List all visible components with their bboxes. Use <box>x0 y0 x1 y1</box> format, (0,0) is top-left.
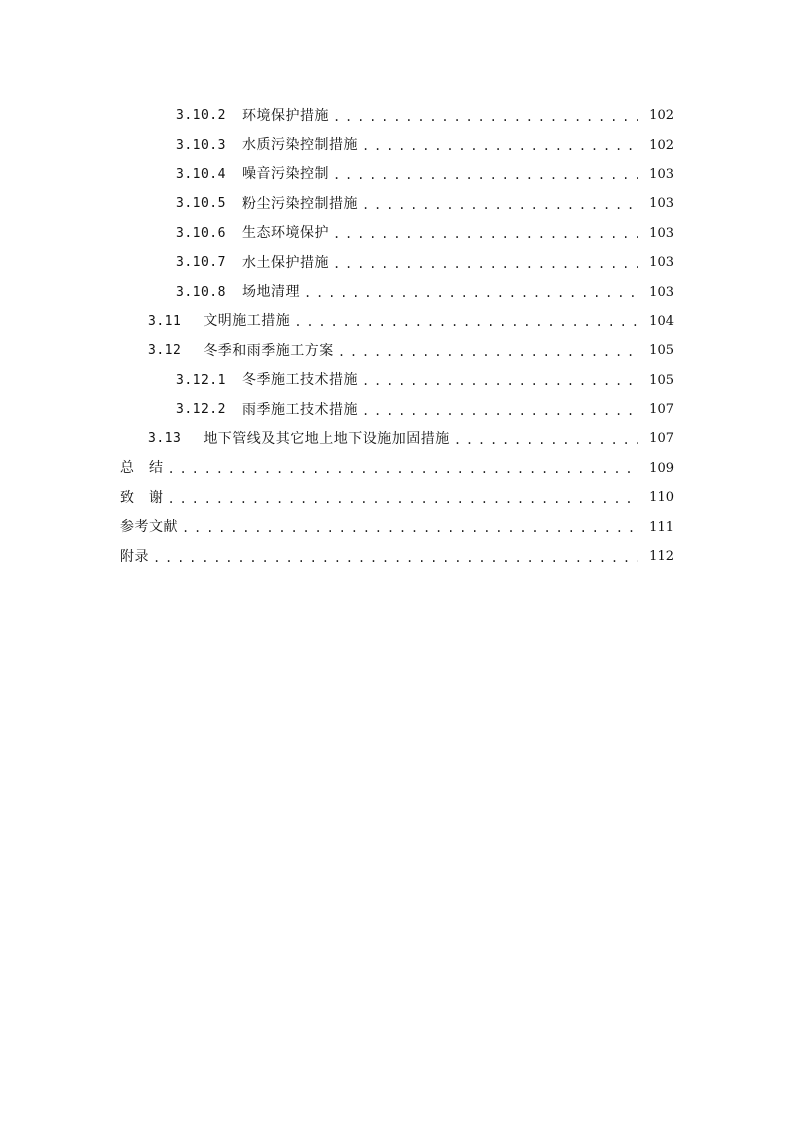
toc-dot-leader <box>362 140 638 152</box>
toc-entry-number: 3.11 <box>148 313 182 329</box>
toc-entry-page: 104 <box>649 313 674 329</box>
toc-entry-page: 105 <box>649 343 674 359</box>
toc-entry-title: 附录 <box>120 548 149 565</box>
toc-dot-leader <box>168 463 639 475</box>
toc-entry-number: 3.10.8 <box>176 284 226 300</box>
toc-entry-title: 噪音污染控制 <box>241 166 329 183</box>
toc-dot-leader <box>153 552 638 564</box>
table-of-contents <box>0 101 793 571</box>
toc-entry-page: 105 <box>649 372 674 388</box>
toc-entry-number: 3.10.5 <box>176 196 226 212</box>
toc-entry-title: 地下管线及其它地上地下设施加固措施 <box>203 430 450 447</box>
toc-entry[interactable] <box>0 542 793 571</box>
toc-dot-leader <box>294 316 638 328</box>
toc-entry-page: 103 <box>649 225 674 241</box>
toc-entry-page: 103 <box>649 284 674 300</box>
toc-entry[interactable] <box>0 160 793 189</box>
toc-dot-leader <box>362 375 638 387</box>
toc-entry[interactable] <box>0 454 793 483</box>
toc-entry-title: 冬季和雨季施工方案 <box>203 342 334 359</box>
toc-entry-page: 111 <box>649 519 674 535</box>
toc-dot-leader <box>182 522 638 534</box>
toc-entry[interactable] <box>0 101 793 130</box>
toc-entry-title: 总 结 <box>120 460 164 477</box>
toc-entry[interactable] <box>0 512 793 541</box>
toc-dot-leader <box>333 228 638 240</box>
toc-entry-title: 生态环境保护 <box>241 225 329 242</box>
toc-entry-page: 103 <box>649 196 674 212</box>
toc-dot-leader <box>333 258 638 270</box>
toc-entry-title: 雨季施工技术措施 <box>241 401 358 418</box>
toc-entry[interactable] <box>0 366 793 395</box>
toc-entry-page: 102 <box>649 108 674 124</box>
toc-dot-leader <box>362 199 638 211</box>
toc-entry[interactable] <box>0 307 793 336</box>
toc-entry[interactable] <box>0 483 793 512</box>
toc-dot-leader <box>333 111 638 123</box>
toc-entry-page: 109 <box>649 460 674 476</box>
toc-entry-page: 103 <box>649 255 674 271</box>
toc-entry[interactable] <box>0 130 793 159</box>
toc-entry-title: 水土保护措施 <box>241 254 329 271</box>
toc-entry-title: 冬季施工技术措施 <box>241 372 358 389</box>
toc-entry[interactable] <box>0 424 793 453</box>
toc-entry-page: 102 <box>649 137 674 153</box>
toc-entry-page: 107 <box>649 402 674 418</box>
toc-entry[interactable] <box>0 189 793 218</box>
toc-entry-number: 3.10.6 <box>176 225 226 241</box>
toc-entry[interactable] <box>0 248 793 277</box>
toc-entry-page: 110 <box>649 490 674 506</box>
toc-entry-number: 3.12.1 <box>176 372 226 388</box>
toc-entry-number: 3.10.7 <box>176 255 226 271</box>
toc-dot-leader <box>168 493 639 505</box>
toc-dot-leader <box>362 405 638 417</box>
toc-entry[interactable] <box>0 336 793 365</box>
toc-dot-leader <box>333 169 638 181</box>
toc-entry-number: 3.10.3 <box>176 137 226 153</box>
toc-dot-leader <box>304 287 638 299</box>
toc-entry[interactable] <box>0 219 793 248</box>
toc-entry-title: 水质污染控制措施 <box>241 137 358 154</box>
toc-entry-page: 103 <box>649 166 674 182</box>
toc-entry[interactable] <box>0 395 793 424</box>
toc-entry-number: 3.13 <box>148 431 182 447</box>
toc-entry-page: 107 <box>649 431 674 447</box>
toc-entry-title: 致 谢 <box>120 489 164 506</box>
toc-entry-number: 3.10.4 <box>176 166 226 182</box>
toc-entry[interactable] <box>0 277 793 306</box>
toc-entry-title: 场地清理 <box>241 284 300 301</box>
toc-entry-title: 环境保护措施 <box>241 107 329 124</box>
toc-entry-number: 3.12.2 <box>176 402 226 418</box>
toc-entry-title: 文明施工措施 <box>203 313 291 330</box>
toc-entry-title: 参考文献 <box>120 519 178 536</box>
toc-entry-number: 3.12 <box>148 343 182 359</box>
toc-entry-title: 粉尘污染控制措施 <box>241 195 358 212</box>
toc-dot-leader <box>338 346 638 358</box>
toc-entry-page: 112 <box>649 549 674 565</box>
toc-dot-leader <box>454 434 638 446</box>
toc-entry-number: 3.10.2 <box>176 108 226 124</box>
